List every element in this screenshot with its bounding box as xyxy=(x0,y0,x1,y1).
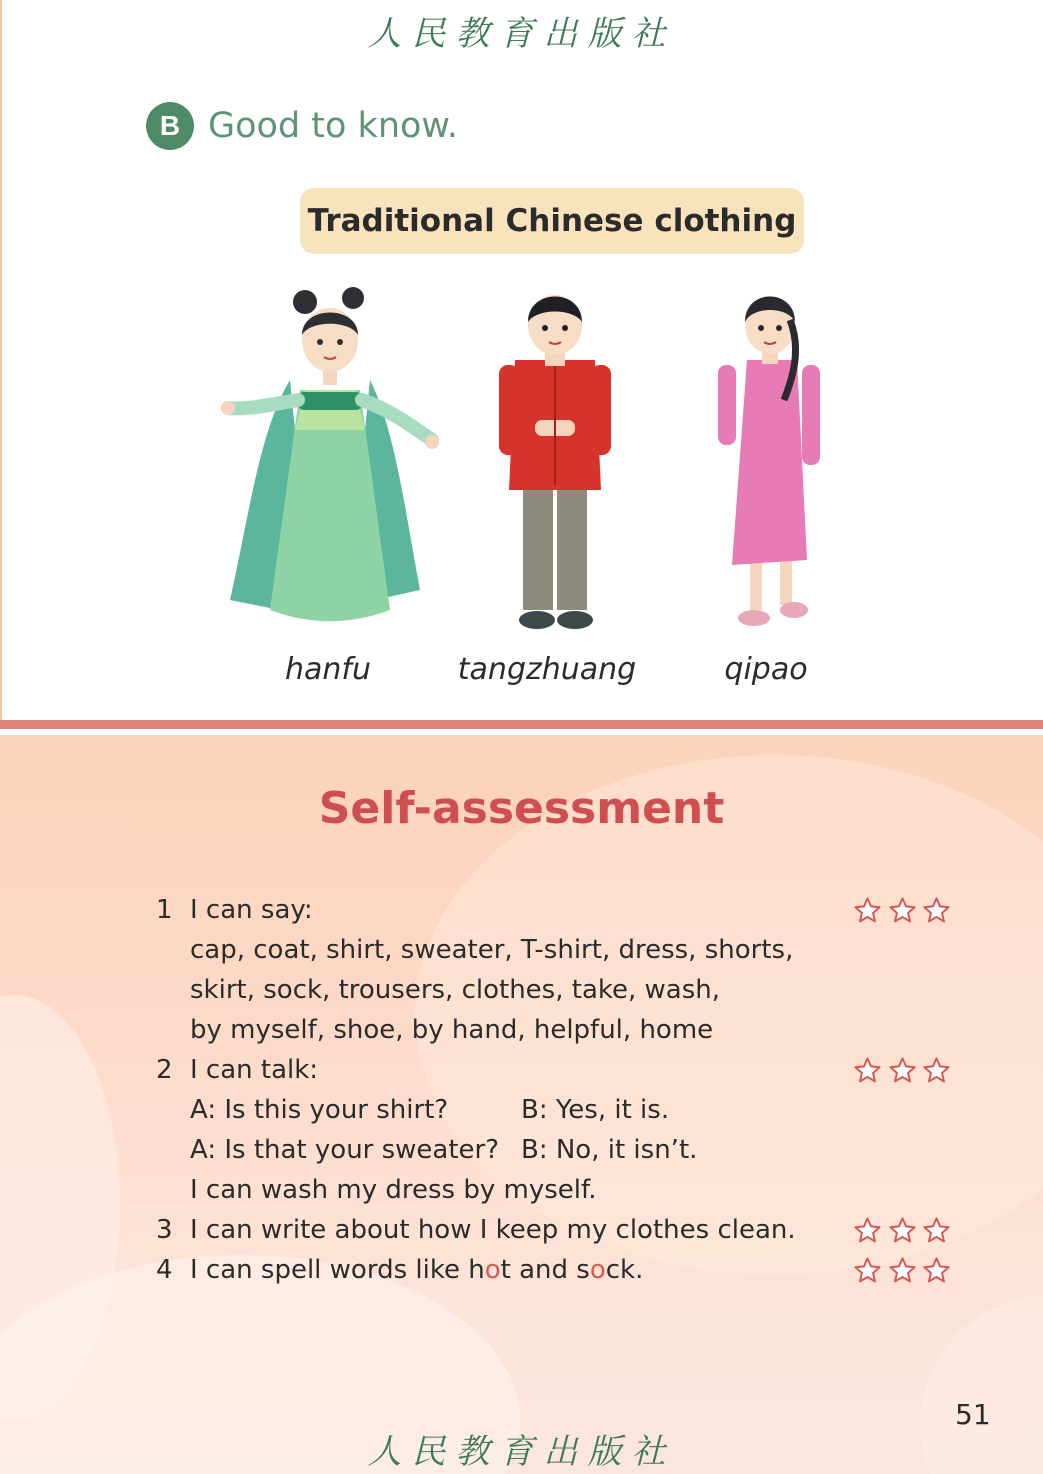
text-part: t and s xyxy=(500,1255,590,1285)
publisher-header: 人民教育出版社 xyxy=(367,14,676,54)
dialogue-a: A: Is this your shirt? xyxy=(190,1095,449,1125)
star-rating-1[interactable] xyxy=(853,894,951,926)
dialogue-b: B: No, it isn’t. xyxy=(521,1135,698,1165)
text-part: I can spell words like h xyxy=(190,1255,485,1285)
assessment-item-1 xyxy=(0,890,1043,930)
page-number: 51 xyxy=(955,1398,991,1431)
item-number: 4 xyxy=(156,1255,173,1285)
star-icon[interactable] xyxy=(888,1256,917,1285)
dialogue-line-2 xyxy=(0,1130,1043,1170)
star-icon[interactable] xyxy=(888,1056,917,1085)
section-b-heading xyxy=(146,102,458,150)
item-text: I can write about how I keep my clothes clean. xyxy=(190,1215,796,1245)
self-assessment-title: Self-assessment xyxy=(318,783,725,834)
section-title: Good to know. xyxy=(208,106,458,146)
section-divider xyxy=(0,720,1043,729)
star-icon[interactable] xyxy=(922,1056,951,1085)
assessment-item-2 xyxy=(0,1050,1043,1090)
page-edge xyxy=(0,0,2,720)
assessment-line xyxy=(0,1170,1043,1210)
item-text: by myself, shoe, by hand, helpful, home xyxy=(190,1015,714,1045)
assessment-line xyxy=(0,930,1043,970)
star-icon[interactable] xyxy=(853,1056,882,1085)
caption-tangzhuang: tangzhuang xyxy=(457,652,637,687)
caption-qipao: qipao xyxy=(724,652,808,687)
star-icon[interactable] xyxy=(922,896,951,925)
assessment-line xyxy=(0,970,1043,1010)
highlighted-letter: o xyxy=(484,1255,501,1285)
assessment-line xyxy=(0,1010,1043,1050)
assessment-item-3 xyxy=(0,1210,1043,1250)
star-icon[interactable] xyxy=(922,1216,951,1245)
topic-banner: Traditional Chinese clothing xyxy=(300,188,804,254)
star-rating-2[interactable] xyxy=(853,1054,951,1086)
qipao-girl-illustration xyxy=(712,280,827,635)
caption-hanfu: hanfu xyxy=(285,652,371,687)
dialogue-a: A: Is that your sweater? xyxy=(190,1135,500,1165)
item-number: 2 xyxy=(156,1055,173,1085)
item-text xyxy=(190,1250,643,1290)
assessment-item-4 xyxy=(0,1250,1043,1290)
tangzhuang-boy-illustration xyxy=(495,280,615,635)
star-icon[interactable] xyxy=(853,1256,882,1285)
item-number: 1 xyxy=(156,895,173,925)
hanfu-girl-illustration xyxy=(220,280,440,635)
star-rating-3[interactable] xyxy=(853,1214,951,1246)
star-icon[interactable] xyxy=(888,896,917,925)
publisher-footer: 人民教育出版社 xyxy=(367,1432,676,1472)
highlighted-letter: o xyxy=(589,1255,606,1285)
item-text: skirt, sock, trousers, clothes, take, wash, xyxy=(190,975,721,1005)
item-text: I can talk: xyxy=(190,1055,319,1085)
dialogue-line-1 xyxy=(0,1090,1043,1130)
item-text: I can say: xyxy=(190,895,313,925)
item-text: I can wash my dress by myself. xyxy=(190,1175,597,1205)
dialogue-b: B: Yes, it is. xyxy=(521,1095,670,1125)
item-text: cap, coat, shirt, sweater, T-shirt, dress, shorts, xyxy=(190,935,794,965)
star-icon[interactable] xyxy=(888,1216,917,1245)
item-number: 3 xyxy=(156,1215,173,1245)
section-badge: B xyxy=(146,102,194,150)
star-icon[interactable] xyxy=(922,1256,951,1285)
self-assessment-panel xyxy=(0,735,1043,1474)
star-icon[interactable] xyxy=(853,896,882,925)
star-rating-4[interactable] xyxy=(853,1254,951,1286)
text-part: ck. xyxy=(605,1255,644,1285)
star-icon[interactable] xyxy=(853,1216,882,1245)
